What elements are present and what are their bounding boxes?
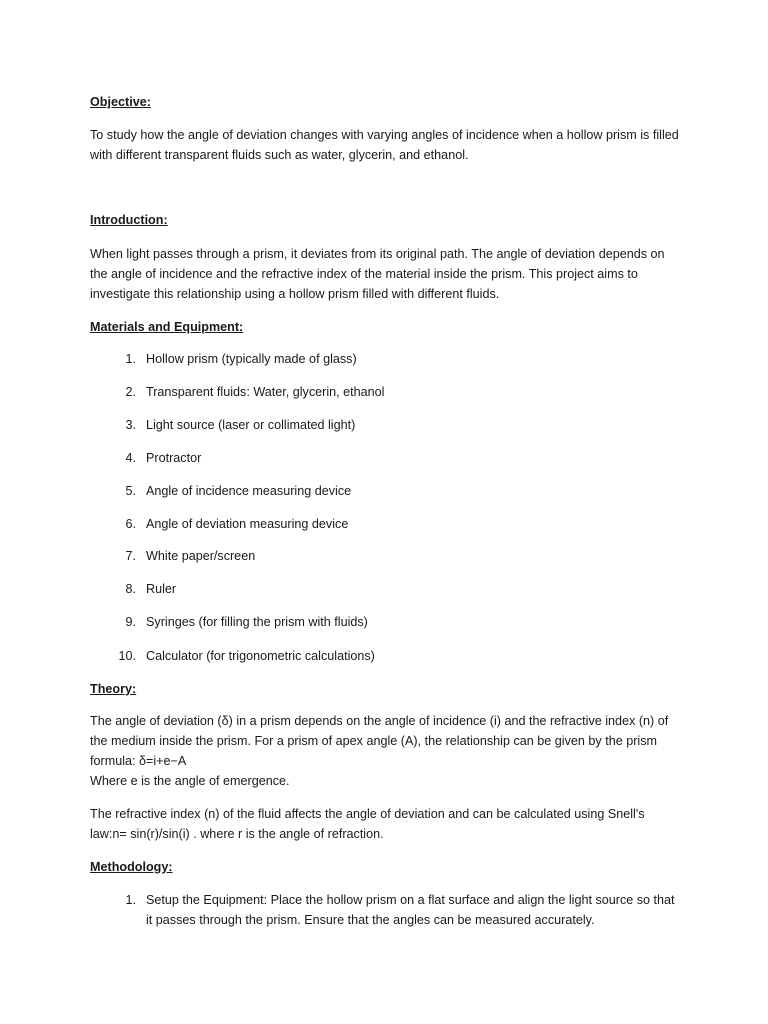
list-item-number: 4. [125, 451, 136, 465]
list-item-number: 2. [125, 385, 136, 399]
introduction-text: When light passes through a prism, it deviates from its original path. The angle of deviation depends on the angle of incidence and the refractive index of the material inside the prism. This project aims to investigate this relationship using a hollow prism filled with different fluids. [90, 247, 665, 301]
list-item-number: 1. [125, 352, 136, 366]
list-item-number: 3. [125, 418, 136, 432]
list-item-text: Calculator (for trigonometric calculations) [146, 649, 375, 663]
list-item-text: Protractor [146, 451, 202, 465]
list-item-text: Angle of deviation measuring device [146, 517, 349, 531]
list-item [112, 481, 682, 501]
list-item [112, 448, 682, 468]
list-item-number: 6. [125, 517, 136, 531]
objective-heading: Objective: [90, 95, 151, 109]
list-item [112, 546, 682, 566]
theory-heading: Theory: [90, 682, 137, 696]
methodology-heading: Methodology: [90, 860, 173, 874]
list-item-number: 10. [118, 649, 136, 663]
theory-paragraph-1-line-2: Where e is the angle of emergence. [90, 774, 290, 788]
list-item [112, 612, 682, 632]
introduction-heading: Introduction: [90, 213, 168, 227]
list-item-number: 1. [125, 893, 136, 907]
materials-heading: Materials and Equipment: [90, 320, 244, 334]
list-item [112, 514, 682, 534]
list-item-number: 9. [125, 615, 136, 629]
theory-paragraph-2: The refractive index (n) of the fluid affects the angle of deviation and can be calculated using Snell's law:n= sin(r)/sin(i) . where r is the angle of refraction. [90, 807, 645, 841]
list-item-number: 8. [125, 582, 136, 596]
list-item [112, 890, 682, 930]
list-item-number: 5. [125, 484, 136, 498]
list-item [112, 349, 682, 369]
list-item [112, 646, 682, 666]
list-item [112, 382, 682, 402]
list-item-text: Ruler [146, 582, 177, 596]
list-item-text: Light source (laser or collimated light) [146, 418, 356, 432]
list-item [112, 415, 682, 435]
list-item-text: Syringes (for filling the prism with fluids) [146, 615, 368, 629]
list-item-text: Angle of incidence measuring device [146, 484, 352, 498]
list-item-text: Hollow prism (typically made of glass) [146, 352, 357, 366]
objective-text: To study how the angle of deviation changes with varying angles of incidence when a hollow prism is filled with different transparent fluids such as water, glycerin, and ethanol. [90, 128, 679, 162]
list-item-text: Setup the Equipment: Place the hollow prism on a flat surface and align the light source so that it passes through the prism. Ensure that the angles can be measured accurately. [146, 893, 675, 927]
list-item-text: White paper/screen [146, 549, 256, 563]
list-item-number: 7. [125, 549, 136, 563]
list-item [112, 579, 682, 599]
list-item-text: Transparent fluids: Water, glycerin, ethanol [146, 385, 385, 399]
theory-paragraph-1: The angle of deviation (δ) in a prism depends on the angle of incidence (i) and the refractive index (n) of the medium inside the prism. For a prism of apex angle (A), the relationship can be given by the prism formula: δ=i+e−A [90, 714, 669, 768]
